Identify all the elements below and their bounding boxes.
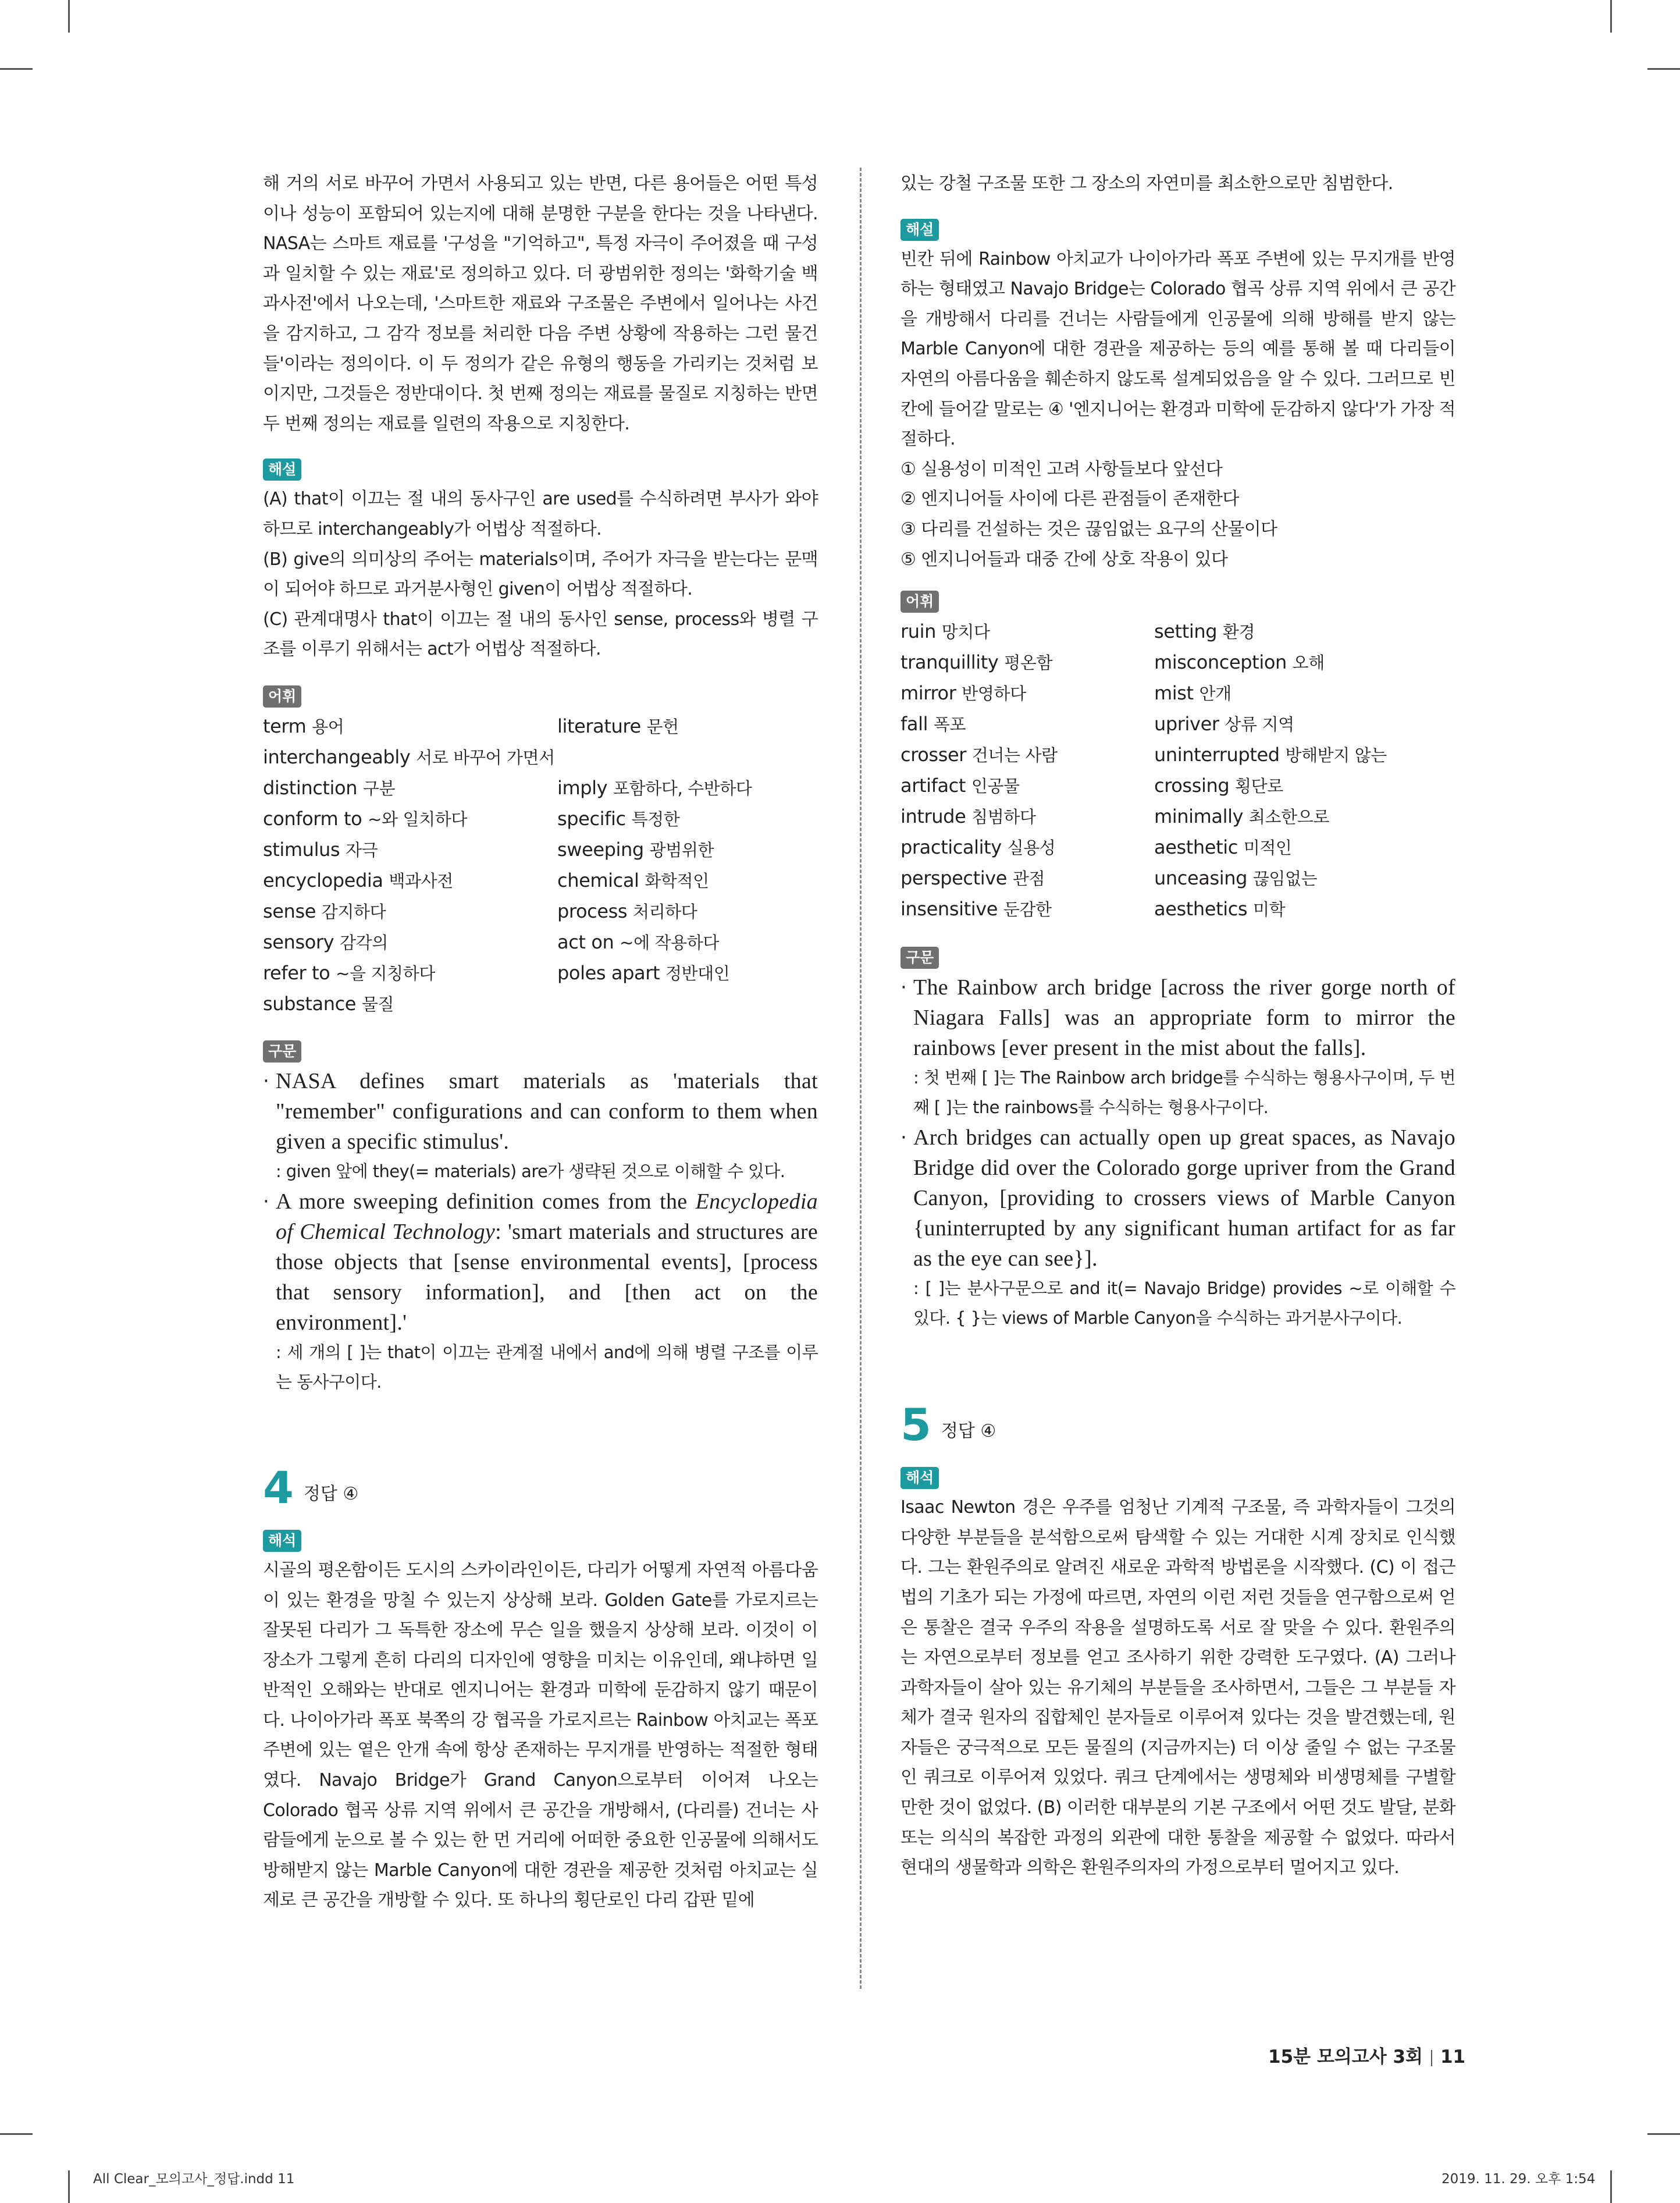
crop-mark (68, 2170, 70, 2203)
vocab-item: mirror 반영하다 (900, 682, 1026, 705)
vocab-item: act on ~에 작용하다 (557, 930, 719, 953)
syntax-sentence: Arch bridges can actually open up great spaces, as Navajo Bridge did over the Colorado gorge upriver from the Grand Canyon, [providing to crossers views of Marble Canyon {uninterrupted by any significant human artifact for as far as the eye can see}]. (913, 1125, 1455, 1271)
continuation-text: 있는 강철 구조물 또한 그 장소의 자연미를 최소한으로만 침범한다. (900, 173, 1393, 194)
syntax-note: : [ ]는 분사구문으로 and it(= Navajo Bridge) provides ~로 이해할 수 있다. { }는 views of Marble Canyon을 수식하는 과거분사구이다. (913, 1278, 1455, 1328)
syntax-note: : 세 개의 [ ]는 that이 이끄는 관계절 내에서 and에 의해 병렬 구조를 이루는 동사구이다. (276, 1342, 818, 1392)
vocab-item: term 용어 (263, 715, 344, 737)
option-item: ① 실용성이 미적인 고려 사항들보다 앞선다 (900, 459, 1223, 479)
explanation-b: (B) give의 의미상의 주어는 materials이며, 주어가 자극을 받는다는 문맥이 되어야 하므로 과거분사형인 given이 어법상 적절하다. (263, 549, 818, 600)
vocab-item: artifact 인공물 (900, 774, 1020, 797)
translation-badge: 해석 (900, 1467, 939, 1489)
intro-paragraph: 해 거의 서로 바꾸어 가면서 사용되고 있는 반면, 다른 용어들은 어떤 특성이나 성능이 포함되어 있는지에 대해 분명한 구분을 한다는 것을 나타낸다. NASA는 스마트 재료를 '구성을 "기억하고", 특정 자극이 주어졌을 때 구성과 일치할 수 있는 재료'로 정의하고 있다. 더 광범위한 정의는 '화학기술 백과사전'에서 나오는데, '스마트한 재료와 구조물은 주변에서 일어나는 사건을 감지하고, 그 감각 정보를 처리한 다음 주변 상황에 작용하는 그런 물건들'이라는 정의이다. 이 두 정의가 같은 유형의 행동을 가리키는 것처럼 보이지만, 그것들은 정반대이다. 첫 번째 정의는 재료를 물질로 지칭하는 반면 두 번째 정의는 재료를 일련의 작용으로 지칭한다. (263, 173, 818, 434)
option-list (900, 454, 1455, 574)
question-number: 4 (263, 1461, 292, 1513)
bullet-icon: · (900, 1126, 907, 1150)
vocab-item: fall 폭포 (900, 713, 966, 735)
question-number: 5 (900, 1399, 930, 1451)
option-item: ② 엔지니어들 사이에 다른 관점들이 존재한다 (900, 489, 1239, 510)
crop-mark (1647, 2133, 1680, 2135)
vocab-item: practicality 실용성 (900, 836, 1056, 859)
bullet-icon: · (263, 1189, 269, 1213)
vocab-item: encyclopedia 백과사전 (263, 869, 453, 891)
crop-mark (68, 0, 70, 33)
page-number: 11 (1440, 2046, 1466, 2067)
slug-date: 2019. 11. 29. 오후 1:54 (1441, 2172, 1596, 2187)
question-5-header (900, 1399, 1455, 1451)
crop-mark (1610, 0, 1612, 33)
explanation-badge: 해설 (263, 459, 301, 481)
option-item: ⑤ 엔지니어들과 대중 간에 상호 작용이 있다 (900, 549, 1228, 570)
syntax-item (900, 972, 1455, 1122)
vocab-list (900, 616, 1455, 925)
syntax-sentence: The Rainbow arch bridge [across the river gorge north of Niagara Falls] was an appropriate form to mirror the rainbows [ever present in the mist about the falls]. (913, 975, 1455, 1061)
explanation-badge: 해설 (900, 219, 939, 241)
syntax-note: : given 앞에 they(= materials) are가 생략된 것으로 이해할 수 있다. (276, 1161, 785, 1181)
explanation-a: (A) that이 이끄는 절 내의 동사구인 are used를 수식하려면 부사가 와야 하므로 interchangeably가 어법상 적절하다. (263, 489, 818, 539)
vocab-item: poles apart 정반대인 (557, 961, 730, 984)
crop-mark (0, 2133, 33, 2135)
syntax-sentence: A more sweeping definition comes from the Encyclopedia of Chemical Technology: 'smart materials and structures are those objects that [sense environmental events], [process that sensory information], and [then act on the environment].' (276, 1189, 818, 1335)
slug-file: All Clear_모의고사_정답.indd 11 (93, 2172, 295, 2187)
vocab-item: process 처리하다 (557, 900, 697, 922)
vocab-item: setting 환경 (1154, 620, 1255, 643)
vocab-item: ruin 망치다 (900, 620, 990, 643)
vocab-item: imply 포함하다, 수반하다 (557, 776, 752, 799)
syntax-badge: 구문 (263, 1040, 301, 1063)
answer-label: 정답 ④ (303, 1483, 359, 1504)
vocab-item: intrude 침범하다 (900, 805, 1036, 828)
syntax-item (263, 1186, 818, 1397)
vocab-item: insensitive 둔감한 (900, 898, 1052, 921)
vocab-item: tranquillity 평온함 (900, 651, 1053, 674)
answer-label: 정답 ④ (941, 1421, 996, 1442)
footer-separator (1431, 2050, 1432, 2066)
left-column (263, 169, 818, 1916)
vocab-item: uninterrupted 방해받지 않는 (1154, 744, 1387, 766)
vocab-item: aesthetic 미적인 (1154, 836, 1292, 859)
translation-badge: 해석 (263, 1530, 301, 1552)
vocab-item: conform to ~와 일치하다 (263, 807, 467, 830)
vocab-item: upriver 상류 지역 (1154, 713, 1294, 735)
vocab-badge: 어휘 (900, 591, 939, 613)
syntax-sentence: NASA defines smart materials as 'materials that "remember" configurations and can conform to them when given a specific stimulus'. (276, 1068, 818, 1154)
vocab-item: crossing 횡단로 (1154, 774, 1283, 797)
vocab-item: substance 물질 (263, 992, 394, 1015)
syntax-note: : 첫 번째 [ ]는 The Rainbow arch bridge를 수식하는 형용사구이며, 두 번째 [ ]는 the rainbows를 수식하는 형용사구이다. (913, 1068, 1455, 1118)
vocab-item: refer to ~을 지칭하다 (263, 961, 435, 984)
translation-paragraph: Isaac Newton 경은 우주를 엄청난 기계적 구조물, 즉 과학자들이 그것의 다양한 부분들을 분석함으로써 탐색할 수 있는 거대한 시계 장치로 인식했다. 그는 환원주의로 알려진 새로운 과학적 방법론을 시작했다. (C) 이 접근법의 기초가 되는 가정에 따르면, 자연의 이런 저런 것들을 연구함으로써 얻은 통찰은 결국 우주의 작용을 설명하도록 서로 잘 맞을 수 있다. 환원주의는 자연으로부터 정보를 얻고 조사하기 위한 강력한 도구였다. (A) 그러나 과학자들이 살아 있는 유기체의 부분들을 조사하면서, 그들은 그 부분들 자체가 결국 원자의 집합체인 분자들로 이루어져 있다는 것을 발견했는데, 원자들은 궁극적으로 모든 물질의 (지금까지는) 더 이상 줄일 수 없는 구조물인 쿼크로 이루어져 있었다. 쿼크 단계에서는 생명체와 비생명체를 구별할 만한 것이 없었다. (B) 이러한 대부분의 기본 구조에서 어떤 것도 발달, 분화 또는 의식의 복잡한 과정의 외관에 대한 통찰을 제공할 수 없었다. 따라서 현대의 생물학과 의학은 환원주의자의 가정으로부터 멀어지고 있다. (900, 1497, 1455, 1878)
vocab-item: mist 안개 (1154, 682, 1231, 705)
vocab-item: unceasing 끊임없는 (1154, 867, 1318, 890)
vocab-item: distinction 구분 (263, 776, 396, 799)
vocab-item: misconception 오해 (1154, 651, 1325, 674)
vocab-item: minimally 최소한으로 (1154, 805, 1329, 828)
syntax-item (900, 1122, 1455, 1333)
translation-paragraph: 시골의 평온함이든 도시의 스카이라인이든, 다리가 어떻게 자연적 아름다움이 있는 환경을 망칠 수 있는지 상상해 보라. Golden Gate를 가로지르는 잘못된 다리가 그 독특한 장소에 무슨 일을 했을지 상상해 보라. 이것이 이 장소가 그렇게 흔히 다리의 디자인에 영향을 미치는 이유인데, 왜냐하면 일반적인 오해와는 반대로 엔지니어는 환경과 미학에 둔감하지 않기 때문이다. 나이아가라 폭포 북쪽의 강 협곡을 가로지르는 Rainbow 아치교는 폭포 주변에 있는 옅은 안개 속에 항상 존재하는 무지개를 반영하는 적절한 형태였다. Navajo Bridge가 Grand Canyon으로부터 이어져 나오는 Colorado 협곡 상류 지역 위에서 큰 공간을 개방해서, (다리를) 건너는 사람들에게 눈으로 볼 수 있는 한 먼 거리에 어떠한 중요한 인공물에 의해서도 방해받지 않는 Marble Canyon에 대한 경관을 제공한 것처럼 아치교는 실제로 큰 공간을 개방할 수 있다. 또 하나의 횡단로인 다리 갑판 밑에 (263, 1559, 818, 1911)
page-footer (1268, 2042, 1465, 2068)
syntax-item (263, 1066, 818, 1186)
syntax-badge: 구문 (900, 947, 939, 969)
crop-mark (0, 68, 33, 70)
option-item: ③ 다리를 건설하는 것은 끊임없는 요구의 산물이다 (900, 518, 1277, 539)
vocab-item: sense 감지하다 (263, 900, 386, 922)
vocab-item: crosser 건너는 사람 (900, 744, 1058, 766)
vocab-item: aesthetics 미학 (1154, 898, 1286, 921)
crop-mark (1610, 2170, 1612, 2203)
crop-mark (1647, 68, 1680, 70)
vocab-item: stimulus 자극 (263, 838, 378, 861)
question-4-header (263, 1461, 818, 1513)
column-divider (860, 168, 862, 1989)
vocab-item: chemical 화학적인 (557, 869, 709, 891)
vocab-badge: 어휘 (263, 685, 301, 708)
vocab-item: interchangeably 서로 바꾸어 가면서 (263, 745, 555, 768)
vocab-item: sensory 감각의 (263, 930, 388, 953)
explanation-c: (C) 관계대명사 that이 이끄는 절 내의 동사인 sense, process와 병렬 구조를 이루기 위해서는 act가 어법상 적절하다. (263, 609, 818, 660)
explanation-paragraph: 빈칸 뒤에 Rainbow 아치교가 나이아가라 폭포 주변에 있는 무지개를 반영하는 형태였고 Navajo Bridge는 Colorado 협곡 상류 지역 위에서 큰 공간을 개방해서 다리를 건너는 사람들에게 인공물에 의해 방해를 받지 않는 Marble Canyon에 대한 경관을 제공하는 등의 예를 통해 볼 때 다리들이 자연의 아름다움을 훼손하지 않도록 설계되었음을 알 수 있다. 그러므로 빈칸에 들어갈 말로는 ④ '엔지니어는 환경과 미학에 둔감하지 않다'가 가장 적절하다. (900, 248, 1455, 450)
footer-title: 15분 모의고사 3회 (1268, 2046, 1423, 2067)
vocab-item: sweeping 광범위한 (557, 838, 714, 861)
vocab-item: literature 문헌 (557, 715, 679, 737)
right-column (900, 169, 1455, 1883)
vocab-item: perspective 관점 (900, 867, 1045, 890)
vocab-item: specific 특정한 (557, 807, 680, 830)
bullet-icon: · (900, 976, 907, 1000)
bullet-icon: · (263, 1069, 269, 1093)
vocab-list (263, 711, 818, 1019)
